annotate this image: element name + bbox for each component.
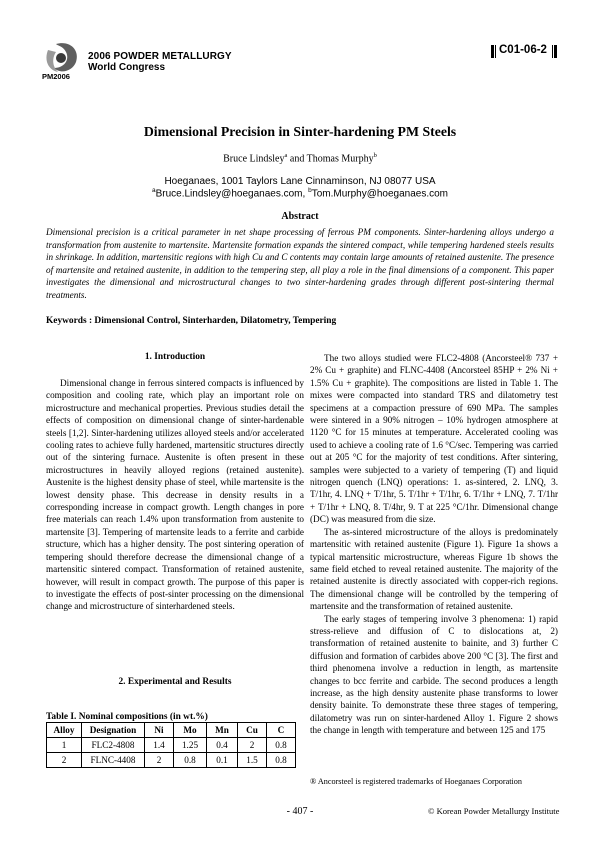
table-header-cell: Designation	[82, 723, 145, 738]
author-2: Thomas Murphy	[306, 153, 374, 165]
table-cell: 0.4	[207, 738, 238, 753]
table-header-cell: C	[267, 723, 296, 738]
keywords: Keywords : Dimensional Control, Sinterharden, Dilatometry, Tempering	[46, 316, 337, 326]
table-row	[47, 738, 296, 753]
section-2-heading: 2. Experimental and Results	[118, 677, 232, 687]
author-line	[0, 152, 600, 164]
section-1-paragraph: Dimensional change in ferrous sintered compacts is influenced by composition and cooling rate, which play an important role on microstructure and mechanical properties. Previous studies detail the effects of composition on dimensional change of sinter-hardenable steels [1,2]. Sinter-hardening utilizes alloyed steels and/or accelerated cooling rates to achieve fully hardened, martensitic structures directly out of the sintering furnace. Austenite is often present in these microstructures in heavily alloyed regions (retained austenite). Austenite is the highest density phase of steel, while martensite is the lowest density phase. This decrease in density results in a corresponding increase in compact growth. Length changes in pore free materials can reach 1.4% upon transformation from austenite to martensite [3]. Tempering of martensite leads to a ferrite and carbide structure, which has a higher density. The post sintering operation of tempering should therefore decrease the dimensional change of a martensitic sintered compact. Transformation of retained austenite, however, will result in compact growth. The purpose of this paper is to investigate the effects of post-sinter processing on the dimensional change and microstructure of sinterhardened steels.	[46, 378, 304, 612]
email-b[interactable]: Tom.Murphy@hoeganaes.com	[311, 188, 449, 200]
table-cell: 1.25	[174, 738, 207, 753]
table-cell: 0.1	[207, 753, 238, 768]
table-caption: Table I. Nominal compositions (in wt.%)	[46, 712, 208, 722]
email-b-sup: b	[308, 187, 312, 194]
paper-code: C01-06-2	[499, 44, 547, 56]
composition-table	[46, 722, 296, 768]
table-cell: 2	[145, 753, 174, 768]
email-line	[0, 187, 600, 199]
author-1-sup: a	[284, 152, 288, 159]
table-cell: 2	[238, 738, 267, 753]
table-row	[47, 753, 296, 768]
right-column-body	[310, 352, 558, 737]
author-1: Bruce Lindsley	[223, 153, 285, 165]
right-column-paragraph-2: The as-sintered microstructure of the alloys is predominately martensitic with retained austenite (Figure 1). Figure 1a shows a typical martensitic microstructure, whereas Figure 1b shows the same field etched to reveal retained austenite. The majority of the retained austenite is directly associated with copper-rich regions. The dimensional change will be controlled by the tempering of martensite and the transformation of retained austenite.	[310, 526, 558, 612]
email-a[interactable]: Bruce.Lindsley@hoeganaes.com	[155, 188, 303, 200]
section-1-body	[46, 377, 304, 613]
email-separator: ,	[302, 188, 309, 200]
table-header-cell: Ni	[145, 723, 174, 738]
table-header-cell: Alloy	[47, 723, 82, 738]
table-cell: 1.4	[145, 738, 174, 753]
right-column-paragraph-3: The early stages of tempering involve 3 phenomena: 1) rapid stress-relieve and diffusion of C to dislocations at, 2) transformation of retained austenite to bainite, and 3) further C diffusion and formation of carbides above 200 °C [3]. The first and third phenomena involve a reduction in length, as martensite changes to bcc ferrite and carbide. The second produces a length increase, as the high density austenite phase transforms to lower density bainite. To demonstrate these three stages of tempering, dilatometry was run on sinter-hardened Alloy 1. Figure 2 shows the change in length with temperature and between 125 and 175	[310, 613, 558, 736]
copyright-notice: © Korean Powder Metallurgy Institute	[428, 806, 560, 816]
abstract-text: Dimensional precision is a critical parameter in net shape processing of ferrous PM components. Sinter-hardening alloys undergo a transformation from austenite to martensite. Martensite formation expands the sintered compact, while tempering hardened steels results in shrinkage. In addition, martensitic regions with high Cu and C contents may contain large amounts of retained austenite. The presence of martensite and retained austenite, in addition to the tempering step, all play a role in the final dimensions of a component. This paper investigates the dimensional and microstructural changes to two sinter-hardening grades through different post-sintering thermal treatments.	[46, 227, 554, 300]
paper-title: Dimensional Precision in Sinter-hardening PM Steels	[143, 124, 457, 139]
conference-name-line2: World Congress	[88, 62, 166, 73]
table-header-cell: Cu	[238, 723, 267, 738]
table-cell: 0.8	[267, 753, 296, 768]
paper-code-box	[491, 43, 557, 61]
table-cell: 1	[47, 738, 82, 753]
table-cell: FLC2-4808	[82, 738, 145, 753]
trademark-footnote: ® Ancorsteel is registered trademarks of Hoeganaes Corporation	[310, 777, 522, 786]
table-cell: 1.5	[238, 753, 267, 768]
table-header-cell: Mn	[207, 723, 238, 738]
abstract-heading: Abstract	[281, 211, 319, 222]
table-header-cell: Mo	[174, 723, 207, 738]
pm2006-logo-text: PM2006	[42, 72, 70, 81]
table-cell: 2	[47, 753, 82, 768]
table-header-row	[47, 723, 296, 738]
section-1-heading: 1. Introduction	[144, 352, 206, 362]
table-cell: 0.8	[267, 738, 296, 753]
affiliation: Hoeganaes, 1001 Taylors Lane Cinnaminson, NJ 08077 USA	[164, 176, 436, 187]
page-number: - 407 -	[286, 806, 314, 817]
email-a-sup: a	[151, 187, 156, 194]
author-connector: and	[287, 153, 307, 165]
conference-name-line1: 2006 POWDER METALLURGY	[88, 51, 232, 62]
table-cell: 0.8	[174, 753, 207, 768]
right-column-paragraph-1: The two alloys studied were FLC2-4808 (Ancorsteel® 737 + 2% Cu + graphite) and FLNC-4408 (Ancorsteel 85HP + 2% Ni + 1.5% Cu + graphite). The compositions are listed in Table 1. The mixes were compacted into standard TRS and dilatometry test specimens at a compaction pressure of 690 MPa. The samples were sintered in a 90% nitrogen – 10% hydrogen atmosphere at 1120 °C for 15 minutes at temperature. Accelerated cooling was used to achieve a cooling rate of 1.6 °C/sec. Tempering was carried out at 205 °C for the majority of test conditions. After sintering, samples were subjected to a variety of tempering (T) and liquid nitrogen quench (LNQ) operations: 1. as-sintered, 2. LNQ, 3. T/1hr, 4. LNQ + T/1hr, 5. T/1hr + T/1hr, 6. T/1hr + LNQ, 7. T/1hr + T/1hr + LNQ, 8. T/4hr, 9. T at 225 °C/1hr. Dimensional change (DC) was measured from die size.	[310, 353, 558, 525]
table-cell: FLNC-4408	[82, 753, 145, 768]
author-2-sup: b	[373, 152, 377, 159]
